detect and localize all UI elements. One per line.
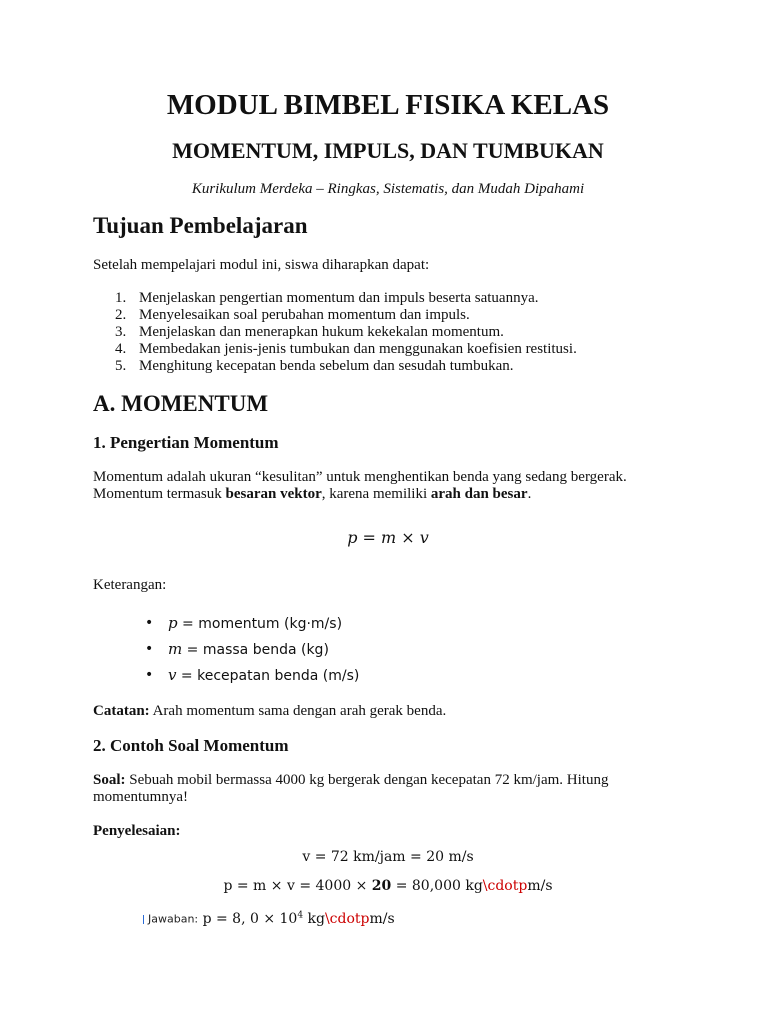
heading-section-a-momentum: A. MOMENTUM <box>93 391 269 416</box>
heading-tujuan-pembelajaran: Tujuan Pembelajaran <box>93 213 308 238</box>
list-item: 5. Menghitung kecepatan benda sebelum dan sesudah tumbukan. <box>115 358 514 374</box>
keterangan-list <box>93 610 359 688</box>
heading-contoh-soal-momentum: 2. Contoh Soal Momentum <box>93 736 289 755</box>
momentum-formula: p = m × v <box>347 528 429 547</box>
document-page <box>93 0 683 1024</box>
solution-step-velocity: v = 72 km/jam = 20 m/s <box>302 849 474 865</box>
list-item: • v = kecepatan benda (m/s) <box>145 666 360 684</box>
answer-marker <box>143 915 144 924</box>
module-subtitle: MOMENTUM, IMPULS, DAN TUMBUKAN <box>172 138 604 163</box>
list-item: 3. Menjelaskan dan menerapkan hukum kekekalan momentum. <box>115 324 504 340</box>
tujuan-intro: Setelah mempelajari modul ini, siswa diharapkan dapat: <box>93 257 430 273</box>
module-title: MODUL BIMBEL FISIKA KELAS <box>166 89 610 121</box>
learning-goals-list <box>93 290 577 375</box>
keterangan-label: Keterangan: <box>93 577 167 593</box>
heading-pengertian-momentum: 1. Pengertian Momentum <box>93 433 279 452</box>
list-item: • p = momentum (kg·m/s) <box>145 614 343 632</box>
catatan-note: Catatan: Arah momentum sama dengan arah gerak benda. <box>93 703 447 719</box>
answer-label: Jawaban: <box>148 912 199 926</box>
final-answer: Jawaban: p = 8, $0 \times 10^4$ kg\cdotpm/s <box>143 905 395 930</box>
list-item: 1. Menjelaskan pengertian momentum dan impuls beserta satuannya. <box>115 290 539 306</box>
list-item: 2. Menyelesaikan soal perubahan momentum dan impuls. <box>115 307 470 323</box>
solution-step-momentum: p = m × v = 4000 × 20 = 80,000 kg\cdotpm/s <box>223 878 553 894</box>
list-item: • m = massa benda (kg) <box>145 640 329 658</box>
pengertian-paragraph: Momentum adalah ukuran “kesulitan” untuk menghentikan benda yang sedang bergerak. Momentum termasuk besaran vektor, karena memiliki arah dan besar. <box>93 469 627 502</box>
soal-paragraph: Soal: Sebuah mobil bermassa 4000 kg bergerak dengan kecepatan 72 km/jam. Hitung momentumnya! <box>93 772 609 805</box>
penyelesaian-label: Penyelesaian: <box>93 823 181 839</box>
module-tagline: Kurikulum Merdeka – Ringkas, Sistematis, dan Mudah Dipahami <box>191 181 585 197</box>
list-item: 4. Membedakan jenis-jenis tumbukan dan menggunakan koefisien restitusi. <box>115 341 577 357</box>
